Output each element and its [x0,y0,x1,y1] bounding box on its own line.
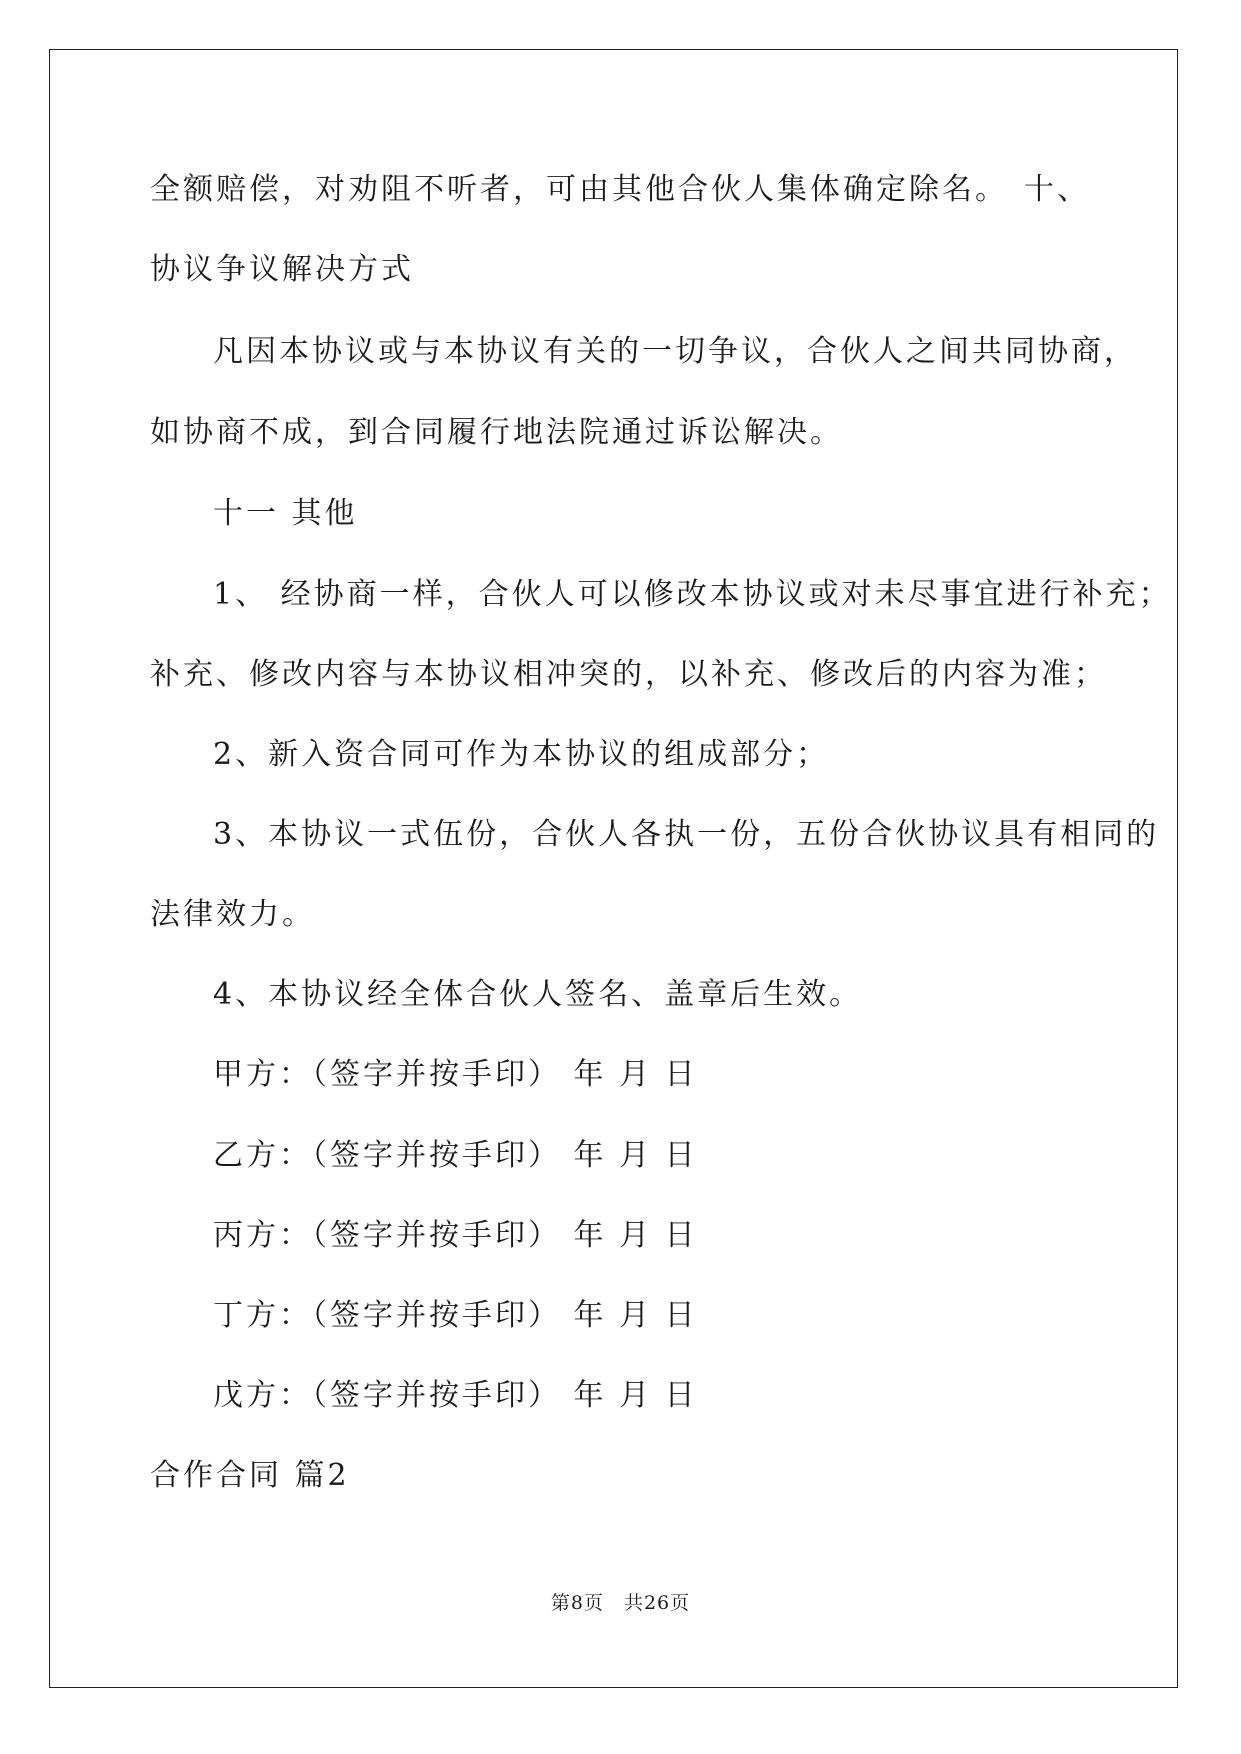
page-frame [49,49,1178,1688]
signature-line: 甲方：（签字并按手印） 年 月 日 [213,1057,698,1092]
paragraph-line: 十、 [1024,172,1090,207]
signature-line: 丙方：（签字并按手印） 年 月 日 [213,1218,698,1253]
paragraph-line: 4、本协议经全体合伙人签名、盖章后生效。 [213,977,863,1012]
paragraph-line: 全额赔偿，对劝阻不听者，可由其他合伙人集体确定除名。 [150,172,1008,207]
clause-heading: 十一 其他 [213,496,358,531]
paragraph-line: 如协商不成，到合同履行地法院通过诉讼解决。 [150,415,843,450]
signature-line: 戊方：（签字并按手印） 年 月 日 [213,1378,698,1413]
paragraph-line: 补充、修改内容与本协议相冲突的，以补充、修改后的内容为准； [150,657,1107,692]
signature-line: 丁方：（签字并按手印） 年 月 日 [213,1298,698,1333]
paragraph-line: 凡因本协议或与本协议有关的一切争议，合伙人之间共同协商， [213,334,1137,369]
clause-heading: 协议争议解决方式 [150,252,414,287]
signature-line: 乙方：（签字并按手印） 年 月 日 [213,1138,698,1173]
paragraph-line: 3、本协议一式伍份，合伙人各执一份，五份合伙协议具有相同的 [213,817,1160,852]
paragraph-line: 1、 经协商一样，合伙人可以修改本协议或对未尽事宜进行补充； [213,577,1172,612]
section-heading: 合作合同 篇2 [150,1458,350,1493]
paragraph-line: 法律效力。 [150,897,315,932]
page-number-footer: 第8页 共26页 [550,1592,691,1614]
paragraph-line: 2、新入资合同可作为本协议的组成部分； [213,737,830,772]
